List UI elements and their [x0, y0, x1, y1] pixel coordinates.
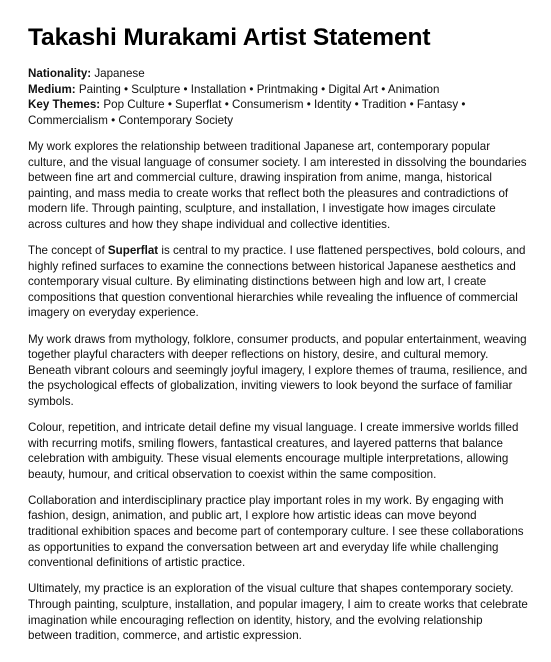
nationality-row	[28, 66, 529, 82]
medium-label: Medium:	[28, 82, 76, 96]
statement-paragraph: My work explores the relationship between traditional Japanese art, contemporary popular culture, and the visual language of consumer society. I am interested in dissolving the boundaries between fine art and commercial culture, drawing inspiration from anime, manga, historical painting, and mass media to create works that reflect both the pleasures and contradictions of modern life. Through painting, sculpture, and installation, I investigate how images circulate across cultures and how they shape individual and collective identities.	[28, 140, 527, 231]
key-themes-row	[28, 97, 529, 128]
statement-paragraph	[28, 243, 529, 321]
statement-body	[28, 139, 529, 644]
medium-value: Painting • Sculpture • Installation • Printmaking • Digital Art • Animation	[75, 82, 440, 96]
key-themes-label: Key Themes:	[28, 98, 101, 111]
medium-row	[28, 82, 529, 98]
statement-paragraph: Ultimately, my practice is an exploration of the visual culture that shapes contemporary society. Through painting, sculpture, installation, and popular imagery, I aim to create works that celebrate imagination while encouraging reflection on identity, history, and the evolving relationship between tradition, commerce, and artistic expression.	[28, 582, 528, 643]
superflat-term: Superflat	[107, 244, 159, 258]
key-themes-value: Pop Culture • Superflat • Consumerism • Identity • Tradition • Fantasy • Commercialism • Contemporary Society	[28, 98, 466, 127]
statement-paragraph: Collaboration and interdisciplinary practice play important roles in my work. By engaging with fashion, design, animation, and public art, I explore how artistic ideas can move beyond traditional exhibition spaces and become part of contemporary culture. I see these collaborations as opportunities to expand the conversation between art and everyday life while challenging conventional definitions of artistic practice.	[28, 493, 524, 570]
statement-paragraph: Colour, repetition, and intricate detail define my visual language. I create immersive worlds filled with recurring motifs, smiling flowers, fantastical creatures, and layered patterns that balance celebration with ambiguity. These visual elements encourage multiple interpretations, allowing beauty, humour, and critical observation to coexist within the same composition.	[28, 421, 519, 481]
paragraph-text: The concept of	[28, 244, 108, 258]
metadata-block	[28, 66, 529, 128]
document-title: Takashi Murakami Artist Statement	[28, 24, 431, 51]
nationality-label: Nationality:	[28, 67, 92, 80]
paragraph-text: is central to my practice. I use flattened perspectives, bold colours, and highly refined surfaces to examine the connections between historical Japanese aesthetics and contemporary visual culture. By eliminating distinctions between high and low art, I create compositions that question conventional hierarchies while revealing the influence of commercial imagery on everyday experience.	[28, 244, 526, 320]
nationality-value: Japanese	[91, 67, 145, 80]
statement-paragraph: My work draws from mythology, folklore, consumer products, and popular entertainment, weaving together playful characters with deeper reflections on history, desire, and cultural memory. Beneath vibrant colours and seemingly joyful imagery, I explore themes of trauma, resilience, and the psychological effects of globalization, inviting viewers to look beyond the surface of familiar symbols.	[28, 332, 528, 408]
